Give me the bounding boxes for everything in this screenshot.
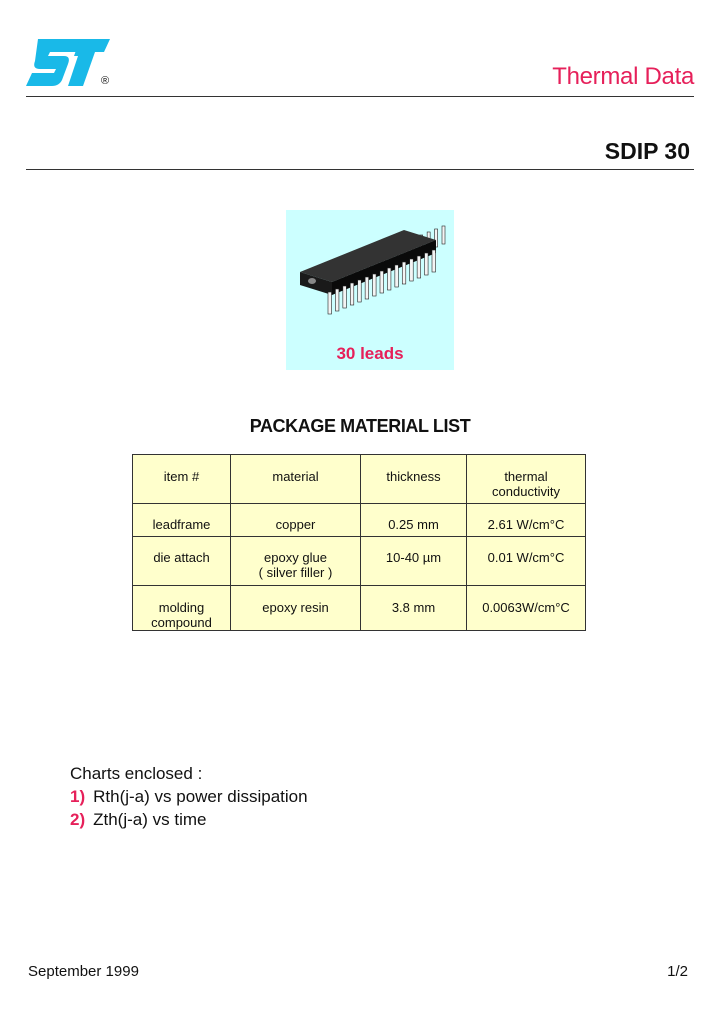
table-row (133, 504, 586, 537)
charts-intro: Charts enclosed : (70, 764, 203, 783)
package-image (286, 210, 454, 370)
page-number: 1/2 (667, 963, 688, 980)
section-title: PACKAGE MATERIAL LIST (249, 416, 471, 436)
package-caption: 30 leads (336, 344, 404, 363)
charts-list (70, 762, 308, 831)
header-divider (26, 96, 694, 97)
cell-item: leadframe (133, 504, 231, 537)
footer-date: September 1999 (28, 963, 139, 980)
document-title: Thermal Data (552, 63, 694, 90)
cell-conductivity: 0.01 W/cm°C (467, 537, 586, 586)
chart-number: 2) (70, 810, 86, 829)
table-row (133, 537, 586, 586)
package-name: SDIP 30 (604, 138, 690, 164)
chart-description: Zth(j-a) vs time (93, 810, 207, 829)
chart-item (70, 808, 308, 831)
cell-material: copper (231, 504, 361, 537)
cell-thickness: 10-40 µm (361, 537, 467, 586)
col-header-item: item # (133, 455, 231, 504)
cell-item: molding compound (133, 586, 231, 631)
col-header-thickness: thickness (361, 455, 467, 504)
header-divider-2 (26, 169, 694, 170)
cell-item: die attach (133, 537, 231, 586)
st-logo (24, 34, 112, 94)
cell-material: epoxy glue ( silver filler ) (231, 537, 361, 586)
col-header-conductivity: thermal conductivity (467, 455, 586, 504)
table-row (133, 586, 586, 631)
cell-material: epoxy resin (231, 586, 361, 631)
chart-item (70, 785, 308, 808)
chart-description: Rth(j-a) vs power dissipation (93, 787, 308, 806)
cell-conductivity: 2.61 W/cm°C (467, 504, 586, 537)
table-header-row (133, 455, 586, 504)
col-header-material: material (231, 455, 361, 504)
material-table (132, 454, 586, 631)
cell-thickness: 0.25 mm (361, 504, 467, 537)
registered-mark: ® (101, 75, 110, 87)
cell-thickness: 3.8 mm (361, 586, 467, 631)
cell-conductivity: 0.0063W/cm°C (467, 586, 586, 631)
sdip-chip-illustration (286, 210, 454, 340)
chart-number: 1) (70, 787, 86, 806)
